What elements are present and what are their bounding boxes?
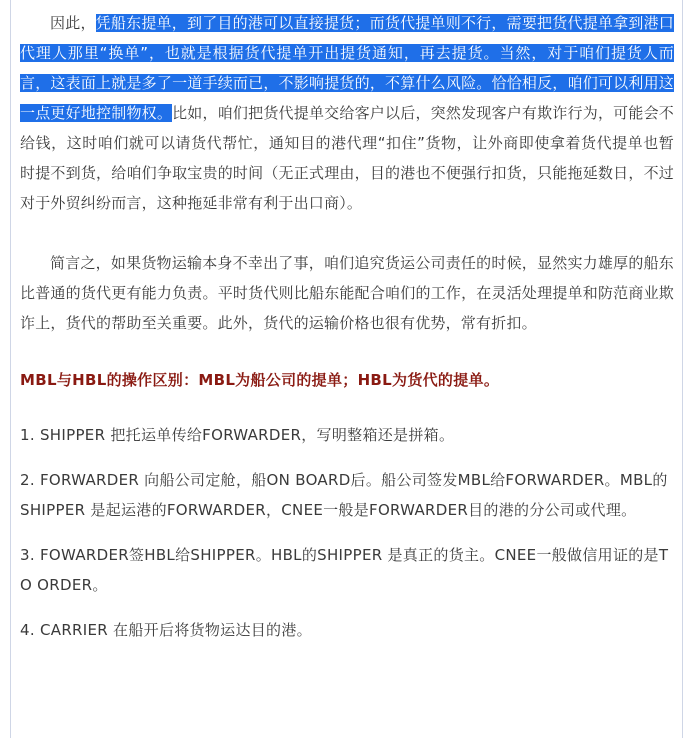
section-heading: MBL与HBL的操作区别：MBL为船公司的提单；HBL为货代的提单。 — [20, 371, 500, 389]
step-item-1: 1. SHIPPER 把托运单传给FORWARDER，写明整箱还是拼箱。 — [20, 426, 455, 444]
article-body — [20, 8, 674, 645]
paragraph-bill-comparison — [20, 8, 674, 218]
step-item-4: 4. CARRIER 在船开后将货物运达目的港。 — [20, 621, 312, 639]
paragraph-lead: 因此， — [50, 14, 96, 32]
step-item-2: 2. FORWARDER 向船公司定舱，船ON BOARD后。船公司签发MBL给FORWARDER。MBL的SHIPPER 是起运港的FORWARDER，CNEE一般是FORWARDER目的港的分公司或代理。 — [20, 471, 668, 519]
selected-text[interactable]: 凭船东提单，到了目的港可以直接提货；而货代提单则不行，需要把货代提单拿到港口代理人那里“换单”，也就是根据货代提单开出提货通知，再去提货。当然，对于咱们提货人而言，这表面上就是多了一道手续而已，不影响提货的，不算什么风险。恰恰相反，咱们可以利用这一点更好地控制物权。 — [20, 14, 674, 122]
paragraph-summary: 简言之，如果货物运输本身不幸出了事，咱们追究货运公司责任的时候，显然实力雄厚的船东比普通的货代更有能力负责。平时货代则比船东能配合咱们的工作，在灵活处理提单和防范商业欺诈上，货代的帮助至关重要。此外，货代的运输价格也很有优势，常有折扣。 — [20, 254, 674, 332]
step-item-3: 3. FOWARDER签HBL给SHIPPER。HBL的SHIPPER 是真正的货主。CNEE一般做信用证的是TO ORDER。 — [20, 546, 669, 594]
paragraph-rest: 比如，咱们把货代提单交给客户以后，突然发现客户有欺诈行为，可能会不给钱，这时咱们就可以请货代帮忙，通知目的港代理“扣住”货物，让外商即使拿着货代提单也暂时提不到货，给咱们争取宝贵的时间（无正式理由，目的港也不便强行扣货，只能拖延数日，不过对于外贸纠纷而言，这种拖延非常有利于出口商）。 — [20, 104, 674, 212]
